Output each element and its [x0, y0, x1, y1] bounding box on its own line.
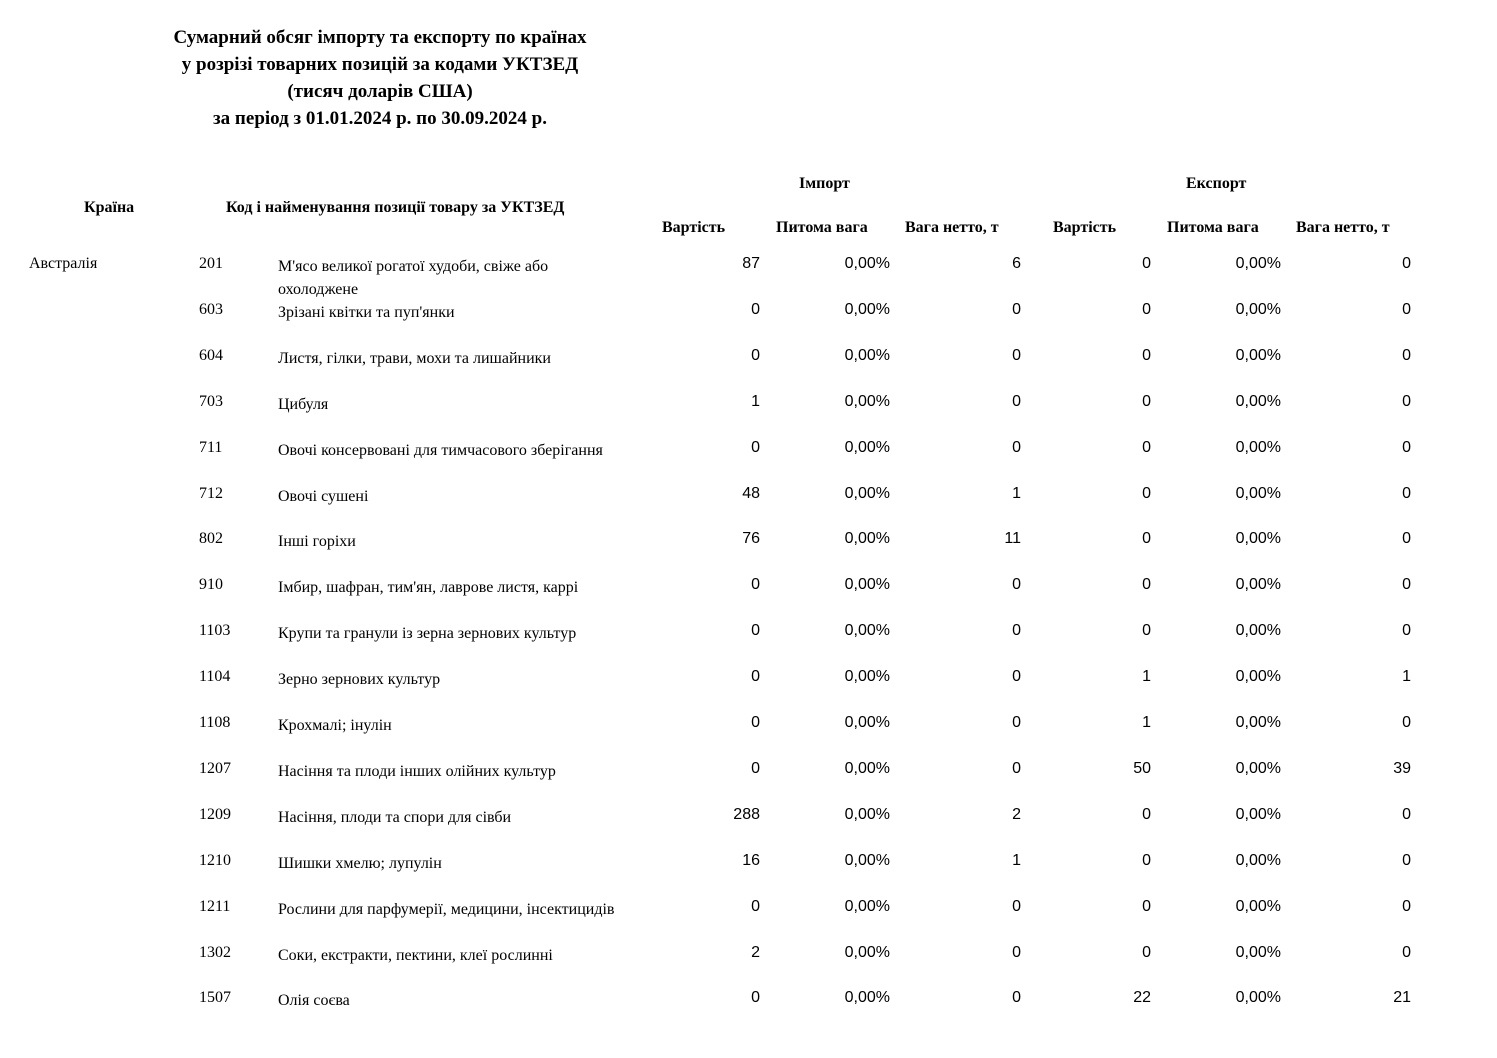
- code-cell: 603: [199, 300, 223, 318]
- import-share-cell: 0,00%: [844, 897, 890, 915]
- header-code-name: Код і найменування позиції товару за УКТЗЕД: [226, 199, 565, 216]
- table-row: [0, 944, 1497, 990]
- import-share-cell: 0,00%: [844, 438, 890, 456]
- table-row: [0, 347, 1497, 393]
- export-weight-cell: 0: [1402, 714, 1411, 731]
- export-share-cell: 0,00%: [1235, 851, 1281, 869]
- import-share-cell: 0,00%: [844, 714, 890, 731]
- import-value-cell: 0: [751, 438, 760, 456]
- product-name-cell: Соки, екстракти, пектини, клеї рослинні: [278, 946, 553, 964]
- product-name-cell: Листя, гілки, трави, мохи та лишайники: [278, 349, 551, 367]
- table-row: [0, 255, 1497, 301]
- code-cell: 910: [199, 576, 223, 594]
- table-row: [0, 852, 1497, 898]
- import-share-cell: 0,00%: [844, 255, 890, 272]
- import-weight-cell: 0: [1012, 576, 1021, 594]
- import-weight-cell: 0: [1012, 392, 1021, 410]
- code-cell: 703: [199, 392, 223, 410]
- code-cell: 711: [199, 438, 223, 456]
- table-row: [0, 989, 1497, 1035]
- export-share-cell: 0,00%: [1235, 300, 1281, 318]
- export-share-cell: 0,00%: [1235, 989, 1281, 1007]
- code-cell: 1104: [199, 668, 231, 686]
- code-cell: 604: [199, 346, 223, 364]
- export-value-cell: 0: [1142, 897, 1151, 915]
- table-row: [0, 530, 1497, 576]
- product-name-cell: М'ясо великої рогатої худоби, свіже або охолоджене: [278, 258, 549, 298]
- export-share-cell: 0,00%: [1235, 438, 1281, 456]
- header-export-share: Питома вага: [1167, 219, 1259, 236]
- export-share-cell: 0,00%: [1235, 714, 1281, 731]
- export-weight-cell: 0: [1402, 300, 1411, 318]
- export-value-cell: 0: [1142, 530, 1151, 548]
- header-export: Експорт: [1186, 175, 1247, 192]
- code-cell: 1507: [199, 989, 231, 1007]
- export-weight-cell: 0: [1402, 622, 1411, 640]
- product-name-cell: Зерно зернових культур: [278, 671, 441, 689]
- header-import-net-weight: Вага нетто, т: [905, 219, 999, 236]
- export-share-cell: 0,00%: [1235, 897, 1281, 915]
- import-share-cell: 0,00%: [844, 805, 890, 823]
- import-value-cell: 2: [751, 943, 760, 961]
- import-share-cell: 0,00%: [844, 759, 890, 777]
- code-cell: 1207: [199, 759, 231, 777]
- header-import-value: Вартість: [662, 219, 726, 236]
- export-weight-cell: 39: [1393, 759, 1411, 777]
- import-share-cell: 0,00%: [844, 346, 890, 364]
- code-cell: 1211: [199, 897, 231, 915]
- title-line-3: (тисяч доларів США): [287, 81, 473, 102]
- export-weight-cell: 1: [1402, 668, 1411, 686]
- import-share-cell: 0,00%: [844, 989, 890, 1007]
- import-weight-cell: 0: [1012, 897, 1021, 915]
- table-row: [0, 393, 1497, 439]
- product-name-cell: Шишки хмелю; лупулін: [278, 854, 442, 872]
- import-value-cell: 0: [751, 346, 760, 364]
- import-share-cell: 0,00%: [844, 851, 890, 869]
- table-row: [0, 668, 1497, 714]
- import-weight-cell: 0: [1012, 668, 1021, 686]
- import-weight-cell: 0: [1012, 438, 1021, 456]
- export-weight-cell: 21: [1393, 989, 1411, 1007]
- country-cell: Австралія: [29, 255, 98, 272]
- export-value-cell: 0: [1142, 576, 1151, 594]
- code-cell: 1302: [199, 943, 231, 961]
- code-cell: 1108: [199, 714, 231, 731]
- code-cell: 1209: [199, 805, 231, 823]
- import-value-cell: 1: [751, 392, 760, 410]
- import-value-cell: 0: [751, 759, 760, 777]
- import-weight-cell: 0: [1012, 622, 1021, 640]
- export-weight-cell: 0: [1402, 943, 1411, 961]
- import-value-cell: 87: [742, 255, 760, 272]
- header-import-share: Питома вага: [776, 219, 868, 236]
- export-value-cell: 0: [1142, 300, 1151, 318]
- export-share-cell: 0,00%: [1235, 805, 1281, 823]
- import-value-cell: 0: [751, 300, 760, 318]
- export-share-cell: 0,00%: [1235, 943, 1281, 961]
- import-weight-cell: 0: [1012, 300, 1021, 318]
- product-name-cell: Крохмалі; інулін: [278, 717, 392, 734]
- import-weight-cell: 0: [1012, 714, 1021, 731]
- export-value-cell: 50: [1133, 759, 1151, 777]
- import-share-cell: 0,00%: [844, 300, 890, 318]
- table-row: [0, 576, 1497, 622]
- export-value-cell: 0: [1142, 438, 1151, 456]
- import-share-cell: 0,00%: [844, 576, 890, 594]
- table-row: [0, 714, 1497, 760]
- import-weight-cell: 1: [1012, 484, 1021, 502]
- export-value-cell: 22: [1133, 989, 1151, 1007]
- import-weight-cell: 0: [1012, 759, 1021, 777]
- import-value-cell: 0: [751, 668, 760, 686]
- code-cell: 712: [199, 484, 223, 502]
- product-name-cell: Насіння та плоди інших олійних культур: [278, 762, 556, 780]
- export-weight-cell: 0: [1402, 255, 1411, 272]
- export-value-cell: 0: [1142, 346, 1151, 364]
- table-row: [0, 806, 1497, 852]
- export-weight-cell: 0: [1402, 346, 1411, 364]
- export-value-cell: 0: [1142, 484, 1151, 502]
- import-value-cell: 16: [742, 851, 760, 869]
- import-value-cell: 0: [751, 897, 760, 915]
- export-value-cell: 0: [1142, 622, 1151, 640]
- header-country: Країна: [84, 199, 135, 216]
- code-cell: 1103: [199, 622, 231, 640]
- export-value-cell: 0: [1142, 851, 1151, 869]
- import-weight-cell: 1: [1012, 851, 1021, 869]
- header-export-net-weight: Вага нетто, т: [1296, 219, 1390, 236]
- import-value-cell: 0: [751, 622, 760, 640]
- table-row: [0, 301, 1497, 347]
- import-value-cell: 0: [751, 989, 760, 1007]
- table-row: [0, 760, 1497, 806]
- import-share-cell: 0,00%: [844, 484, 890, 502]
- export-weight-cell: 0: [1402, 530, 1411, 548]
- import-weight-cell: 11: [1004, 530, 1021, 548]
- title-line-2: у розрізі товарних позицій за кодами УКТЗЕД: [181, 54, 579, 75]
- header-import: Імпорт: [799, 175, 850, 192]
- import-share-cell: 0,00%: [844, 392, 890, 410]
- export-weight-cell: 0: [1402, 805, 1411, 823]
- import-value-cell: 76: [742, 530, 760, 548]
- export-value-cell: 0: [1142, 255, 1151, 272]
- import-share-cell: 0,00%: [844, 622, 890, 640]
- table-row: [0, 439, 1497, 485]
- table-row: [0, 898, 1497, 944]
- header-export-value: Вартість: [1053, 219, 1117, 236]
- product-name-cell: Овочі консервовані для тимчасового зберігання: [278, 441, 603, 459]
- product-name-cell: Зрізані квітки та пуп'янки: [278, 303, 455, 321]
- import-value-cell: 0: [751, 576, 760, 594]
- export-share-cell: 0,00%: [1235, 668, 1281, 686]
- export-weight-cell: 0: [1402, 438, 1411, 456]
- export-value-cell: 1: [1142, 668, 1151, 686]
- product-name-cell: Імбир, шафран, тим'ян, лаврове листя, каррі: [278, 579, 579, 597]
- table-row: [0, 622, 1497, 668]
- export-share-cell: 0,00%: [1235, 346, 1281, 364]
- export-value-cell: 0: [1142, 805, 1151, 823]
- export-weight-cell: 0: [1402, 484, 1411, 502]
- code-cell: 201: [199, 255, 223, 272]
- export-weight-cell: 0: [1402, 392, 1411, 410]
- export-share-cell: 0,00%: [1235, 576, 1281, 594]
- product-name-cell: Рослини для парфумерії, медицини, інсектицидів: [278, 900, 615, 918]
- import-weight-cell: 0: [1012, 346, 1021, 364]
- export-share-cell: 0,00%: [1235, 530, 1281, 548]
- import-value-cell: 48: [742, 484, 760, 502]
- export-value-cell: 1: [1142, 714, 1151, 731]
- table-row: [0, 485, 1497, 531]
- import-value-cell: 0: [751, 714, 760, 731]
- export-value-cell: 0: [1142, 943, 1151, 961]
- title-line-1: Сумарний обсяг імпорту та експорту по країнах: [173, 27, 587, 48]
- export-share-cell: 0,00%: [1235, 759, 1281, 777]
- export-weight-cell: 0: [1402, 897, 1411, 915]
- import-weight-cell: 2: [1012, 805, 1021, 823]
- export-weight-cell: 0: [1402, 576, 1411, 594]
- product-name-cell: Крупи та гранули із зерна зернових культур: [278, 625, 577, 643]
- import-weight-cell: 0: [1012, 989, 1021, 1007]
- product-name-cell: Інші горіхи: [278, 533, 356, 551]
- product-name-cell: Овочі сушені: [278, 487, 369, 505]
- code-cell: 1210: [199, 851, 231, 869]
- product-name-cell: Цибуля: [278, 395, 329, 413]
- export-value-cell: 0: [1142, 392, 1151, 410]
- import-value-cell: 288: [733, 805, 760, 823]
- code-cell: 802: [199, 530, 223, 548]
- import-share-cell: 0,00%: [844, 530, 890, 548]
- export-share-cell: 0,00%: [1235, 392, 1281, 410]
- title-line-4: за період з 01.01.2024 р. по 30.09.2024 р.: [213, 108, 547, 129]
- import-weight-cell: 6: [1012, 255, 1021, 272]
- product-name-cell: Насіння, плоди та спори для сівби: [278, 808, 512, 826]
- import-share-cell: 0,00%: [844, 943, 890, 961]
- export-weight-cell: 0: [1402, 851, 1411, 869]
- import-weight-cell: 0: [1012, 943, 1021, 961]
- product-name-cell: Олія соєва: [278, 992, 350, 1010]
- export-share-cell: 0,00%: [1235, 255, 1281, 272]
- export-share-cell: 0,00%: [1235, 622, 1281, 640]
- export-share-cell: 0,00%: [1235, 484, 1281, 502]
- import-share-cell: 0,00%: [844, 668, 890, 686]
